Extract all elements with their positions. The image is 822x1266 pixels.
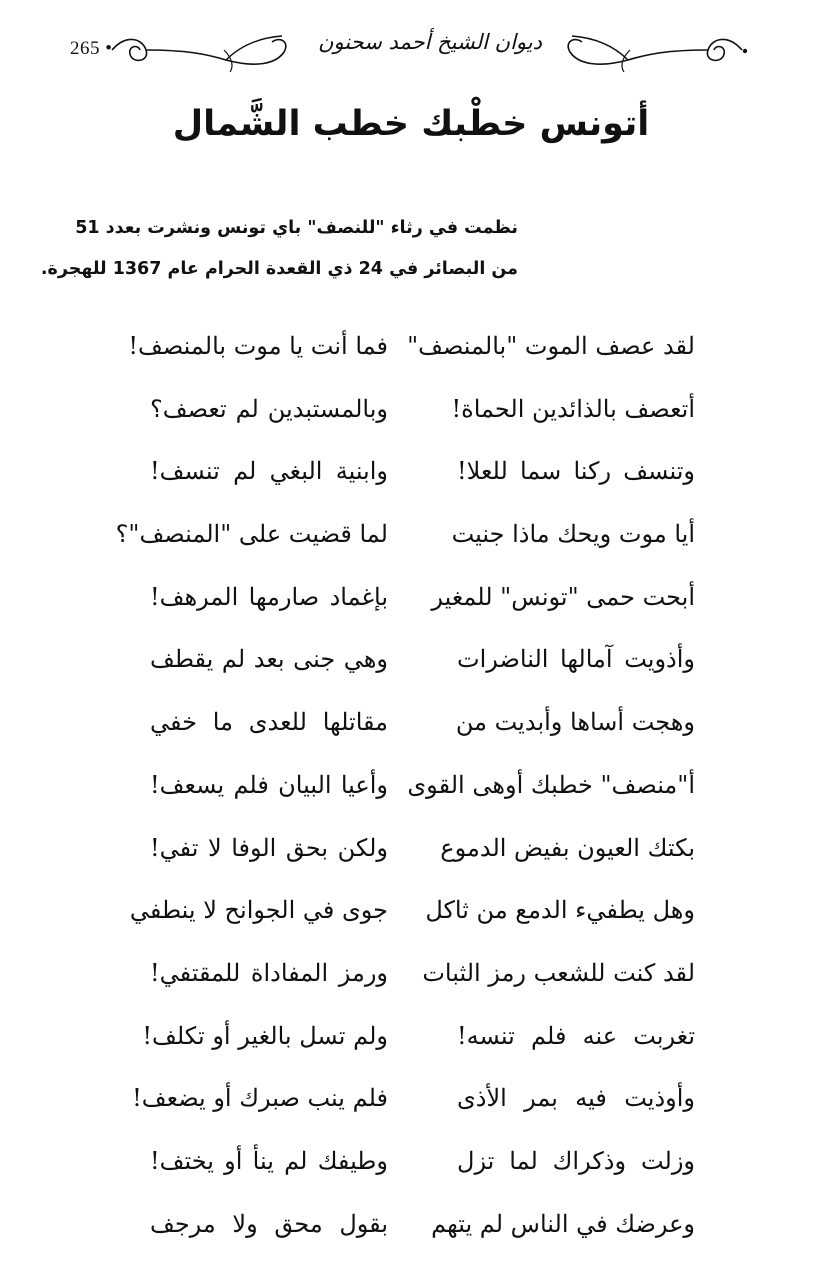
verse-line: [150, 639, 695, 702]
verse-first-hemistich: أ"منصف" خطبك أوهى القوى: [407, 770, 695, 799]
right-flourish-ornament: [548, 28, 748, 72]
verse-first-hemistich: وعرضك في الناس لم يتهم: [431, 1209, 695, 1238]
verse-line: [150, 953, 695, 1016]
verse-second-hemistich: بقول محق ولا مرجف: [150, 1209, 388, 1238]
verse-second-hemistich: ورمز المفاداة للمقتفي!: [150, 958, 388, 987]
verse-line: [150, 765, 695, 828]
verse-first-hemistich: وزلت وذكراك لما تزل: [457, 1146, 695, 1175]
verse-second-hemistich: وهي جنى بعد لم يقطف: [150, 645, 388, 674]
verse-second-hemistich: فلم ينب صبرك أو يضعف!: [132, 1084, 388, 1113]
verse-line: [150, 389, 695, 452]
intro-line: نظمت في رثاء "للنصف" باي تونس ونشرت بعدد 51: [75, 218, 518, 238]
verse-second-hemistich: وأعيا البيان فلم يسعف!: [150, 770, 388, 799]
verse-line: [150, 828, 695, 891]
verse-line: [150, 577, 695, 640]
verse-second-hemistich: فما أنت يا موت بالمنصف!: [128, 332, 388, 360]
verse-first-hemistich: وأذويت آمالها الناضرات: [457, 645, 695, 674]
verse-second-hemistich: ولكن بحق الوفا لا تفي!: [150, 833, 388, 862]
verse-second-hemistich: ولم تسل بالغير أو تكلف!: [142, 1021, 388, 1050]
verse-first-hemistich: أتعصف بالذائدين الحماة!: [451, 394, 695, 423]
verse-second-hemistich: وطيفك لم ينأ أو يختف!: [150, 1146, 388, 1175]
verse-line: [150, 451, 695, 514]
verse-line: [150, 1141, 695, 1204]
verse-first-hemistich: وتنسف ركنا سما للعلا!: [457, 457, 695, 486]
verse-line: [132, 1078, 695, 1141]
verse-first-hemistich: وأوذيت فيه بمر الأذى: [457, 1084, 695, 1113]
verse-second-hemistich: لما قضيت على "المنصف"؟: [115, 520, 388, 549]
verse-first-hemistich: بكتك العيون بفيض الدموع: [440, 833, 695, 862]
verse-line: [129, 890, 695, 953]
page-number: 265 •: [70, 38, 113, 59]
verse-first-hemistich: تغربت عنه فلم تنسه!: [457, 1021, 695, 1050]
verse-second-hemistich: مقاتلها للعدى ما خفي: [150, 708, 388, 737]
verse-first-hemistich: أيا موت ويحك ماذا جنيت: [451, 520, 695, 549]
poem-title: أتونس خطْبك خطب الشَّمال: [172, 104, 650, 144]
verse-line: [128, 326, 695, 389]
verse-second-hemistich: وبالمستبدين لم تعصف؟: [150, 394, 388, 423]
verse-first-hemistich: لقد عصف الموت "بالمنصف": [407, 332, 695, 360]
verse-first-hemistich: وهجت أساها وأبديت من: [455, 708, 695, 737]
running-title: ديوان الشيخ أحمد سحنون: [318, 30, 542, 54]
verse-first-hemistich: وهل يطفيء الدمع من ثاكل: [425, 896, 695, 925]
verse-line: [150, 1204, 695, 1266]
verse-line: [115, 514, 695, 577]
verse-second-hemistich: وابنية البغي لم تنسف!: [150, 457, 388, 486]
verse-line: [150, 702, 695, 765]
verse-line: [142, 1016, 695, 1079]
poem-verses: [115, 326, 695, 1266]
verse-second-hemistich: جوى في الجوانح لا ينطفي: [129, 896, 388, 925]
verse-first-hemistich: أبحت حمى "تونس" للمغير: [431, 582, 695, 611]
verse-first-hemistich: لقد كنت للشعب رمز الثبات: [422, 958, 695, 987]
verse-second-hemistich: بإغماد صارمها المرهف!: [150, 582, 388, 611]
poem-intro: [40, 208, 518, 290]
left-flourish-ornament: [106, 28, 306, 72]
intro-line: من البصائر في 24 ذي القعدة الحرام عام 1367 للهجرة.: [40, 259, 518, 279]
